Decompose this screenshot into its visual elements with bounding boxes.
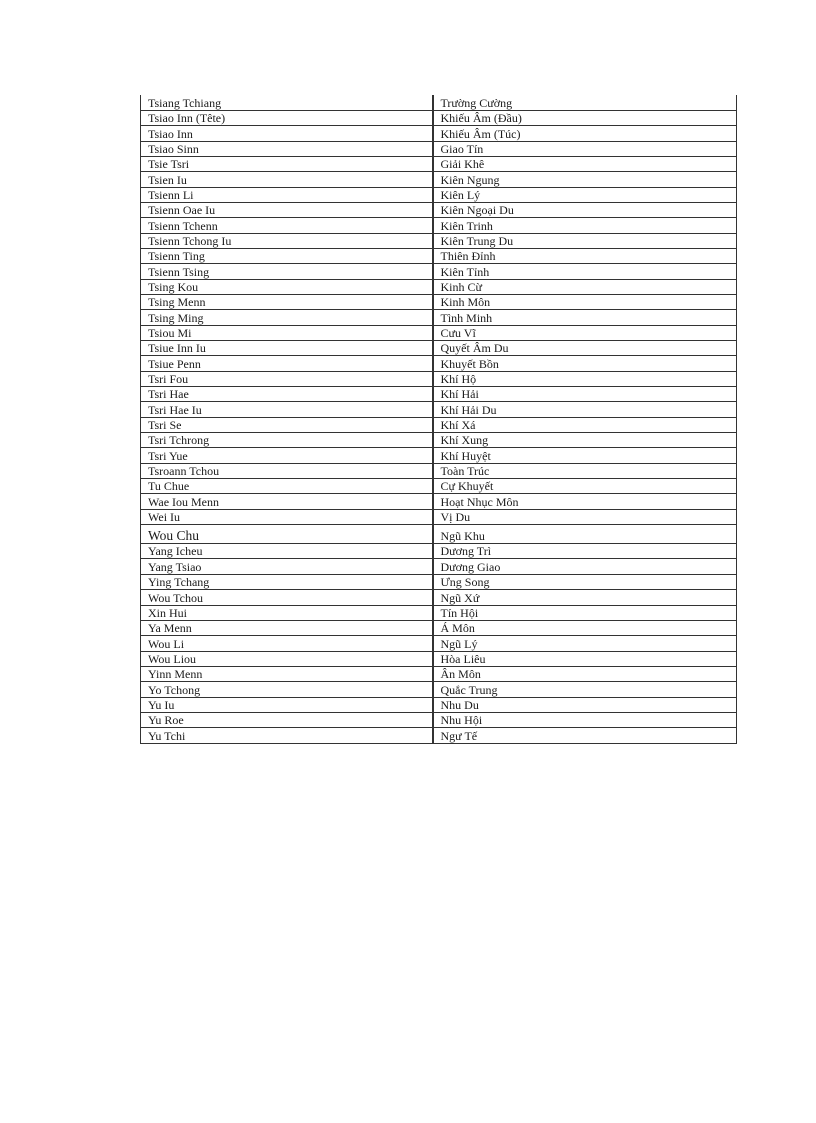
vietnamese-name-cell: Giải Khê: [433, 156, 737, 171]
vietnamese-name-cell: Ưng Song: [433, 574, 737, 589]
romanized-name-cell: Tsing Kou: [141, 279, 433, 294]
table-row: [141, 233, 737, 248]
vietnamese-name-cell: Tình Minh: [433, 310, 737, 325]
romanized-name-cell: Tu Chue: [141, 479, 433, 494]
romanized-name-cell: Yang Icheu: [141, 544, 433, 559]
romanized-name-cell: Yu Roe: [141, 712, 433, 727]
vietnamese-name-cell: Khí Xá: [433, 417, 737, 432]
vietnamese-name-cell: Á Môn: [433, 620, 737, 635]
table-row: [141, 387, 737, 402]
vietnamese-name-cell: Trường Cường: [433, 95, 737, 110]
romanized-name-cell: Tsiao Inn (Tête): [141, 110, 433, 125]
romanized-name-cell: Yang Tsiao: [141, 559, 433, 574]
vietnamese-name-cell: Toàn Trúc: [433, 463, 737, 478]
romanized-name-cell: Wou Chu: [141, 525, 433, 544]
vietnamese-name-cell: Kiên Tỉnh: [433, 264, 737, 279]
vietnamese-name-cell: Khí Huyệt: [433, 448, 737, 463]
acupoint-name-table: [140, 95, 737, 744]
table-row: [141, 605, 737, 620]
vietnamese-name-cell: Cưu Vĩ: [433, 325, 737, 340]
table-row: [141, 651, 737, 666]
table-row: [141, 559, 737, 574]
vietnamese-name-cell: Hòa Liêu: [433, 651, 737, 666]
romanized-name-cell: Tsing Ming: [141, 310, 433, 325]
vietnamese-name-cell: Thiên Đỉnh: [433, 248, 737, 263]
table-row: [141, 544, 737, 559]
table-row: [141, 141, 737, 156]
romanized-name-cell: Tsri Yue: [141, 448, 433, 463]
vietnamese-name-cell: Ngũ Khu: [433, 525, 737, 544]
vietnamese-name-cell: Khiếu Âm (Đầu): [433, 110, 737, 125]
table-row: [141, 433, 737, 448]
vietnamese-name-cell: Khí Hộ: [433, 371, 737, 386]
table-row: [141, 341, 737, 356]
romanized-name-cell: Yo Tchong: [141, 682, 433, 697]
vietnamese-name-cell: Hoạt Nhục Môn: [433, 494, 737, 509]
romanized-name-cell: Tsiao Inn: [141, 126, 433, 141]
table-row: [141, 494, 737, 509]
table-row: [141, 525, 737, 544]
table-row: [141, 310, 737, 325]
romanized-name-cell: Ya Menn: [141, 620, 433, 635]
romanized-name-cell: Wou Tchou: [141, 590, 433, 605]
vietnamese-name-cell: Khí Xung: [433, 433, 737, 448]
vietnamese-name-cell: Ân Môn: [433, 666, 737, 681]
romanized-name-cell: Ying Tchang: [141, 574, 433, 589]
vietnamese-name-cell: Nhu Du: [433, 697, 737, 712]
romanized-name-cell: Tsien Iu: [141, 172, 433, 187]
vietnamese-name-cell: Ngư Tế: [433, 728, 737, 743]
table-row: [141, 279, 737, 294]
romanized-name-cell: Tsienn Ting: [141, 248, 433, 263]
vietnamese-name-cell: Khiếu Âm (Túc): [433, 126, 737, 141]
table-row: [141, 728, 737, 743]
table-row: [141, 620, 737, 635]
table-row: [141, 682, 737, 697]
romanized-name-cell: Tsie Tsri: [141, 156, 433, 171]
romanized-name-cell: Tsroann Tchou: [141, 463, 433, 478]
vietnamese-name-cell: Vị Du: [433, 509, 737, 524]
romanized-name-cell: Tsienn Tsing: [141, 264, 433, 279]
vietnamese-name-cell: Khí Hải: [433, 387, 737, 402]
table-row: [141, 402, 737, 417]
romanized-name-cell: Tsiou Mi: [141, 325, 433, 340]
vietnamese-name-cell: Quyết Âm Du: [433, 341, 737, 356]
romanized-name-cell: Tsienn Tchong Iu: [141, 233, 433, 248]
vietnamese-name-cell: Tín Hội: [433, 605, 737, 620]
romanized-name-cell: Tsiue Penn: [141, 356, 433, 371]
vietnamese-name-cell: Ngũ Xứ: [433, 590, 737, 605]
romanized-name-cell: Tsri Hae: [141, 387, 433, 402]
table-row: [141, 126, 737, 141]
table-row: [141, 202, 737, 217]
romanized-name-cell: Yu Iu: [141, 697, 433, 712]
vietnamese-name-cell: Kiên Trinh: [433, 218, 737, 233]
vietnamese-name-cell: Ngũ Lý: [433, 636, 737, 651]
table-row: [141, 697, 737, 712]
vietnamese-name-cell: Kiên Trung Du: [433, 233, 737, 248]
romanized-name-cell: Tsri Hae Iu: [141, 402, 433, 417]
table-row: [141, 712, 737, 727]
vietnamese-name-cell: Kiên Ngung: [433, 172, 737, 187]
table-row: [141, 218, 737, 233]
vietnamese-name-cell: Nhu Hội: [433, 712, 737, 727]
table-row: [141, 448, 737, 463]
romanized-name-cell: Tsiue Inn Iu: [141, 341, 433, 356]
romanized-name-cell: Xin Hui: [141, 605, 433, 620]
romanized-name-cell: Tsri Tchrong: [141, 433, 433, 448]
table-body: [141, 95, 737, 743]
table-row: [141, 479, 737, 494]
vietnamese-name-cell: Cự Khuyết: [433, 479, 737, 494]
vietnamese-name-cell: Khí Hải Du: [433, 402, 737, 417]
romanized-name-cell: Tsing Menn: [141, 294, 433, 309]
table-row: [141, 590, 737, 605]
vietnamese-name-cell: Dương Trì: [433, 544, 737, 559]
romanized-name-cell: Tsienn Oae Iu: [141, 202, 433, 217]
table-row: [141, 356, 737, 371]
table-row: [141, 264, 737, 279]
table-row: [141, 95, 737, 110]
romanized-name-cell: Tsienn Tchenn: [141, 218, 433, 233]
vietnamese-name-cell: Kinh Cừ: [433, 279, 737, 294]
romanized-name-cell: Wou Liou: [141, 651, 433, 666]
table-row: [141, 156, 737, 171]
table-row: [141, 574, 737, 589]
romanized-name-cell: Yinn Menn: [141, 666, 433, 681]
table-row: [141, 248, 737, 263]
vietnamese-name-cell: Quắc Trung: [433, 682, 737, 697]
table-row: [141, 187, 737, 202]
romanized-name-cell: Wae Iou Menn: [141, 494, 433, 509]
vietnamese-name-cell: Dương Giao: [433, 559, 737, 574]
romanized-name-cell: Tsiao Sinn: [141, 141, 433, 156]
table-row: [141, 636, 737, 651]
table-row: [141, 110, 737, 125]
romanized-name-cell: Tsri Fou: [141, 371, 433, 386]
romanized-name-cell: Tsri Se: [141, 417, 433, 432]
romanized-name-cell: Tsiang Tchiang: [141, 95, 433, 110]
table-row: [141, 666, 737, 681]
table-row: [141, 294, 737, 309]
vietnamese-name-cell: Kinh Môn: [433, 294, 737, 309]
table-row: [141, 371, 737, 386]
vietnamese-name-cell: Khuyết Bồn: [433, 356, 737, 371]
vietnamese-name-cell: Kiên Lý: [433, 187, 737, 202]
vietnamese-name-cell: Kiên Ngoại Du: [433, 202, 737, 217]
vietnamese-name-cell: Giao Tín: [433, 141, 737, 156]
table-row: [141, 463, 737, 478]
romanized-name-cell: Yu Tchi: [141, 728, 433, 743]
table-row: [141, 325, 737, 340]
romanized-name-cell: Wei Iu: [141, 509, 433, 524]
romanized-name-cell: Wou Li: [141, 636, 433, 651]
romanized-name-cell: Tsienn Li: [141, 187, 433, 202]
table-row: [141, 417, 737, 432]
table-row: [141, 172, 737, 187]
table-row: [141, 509, 737, 524]
